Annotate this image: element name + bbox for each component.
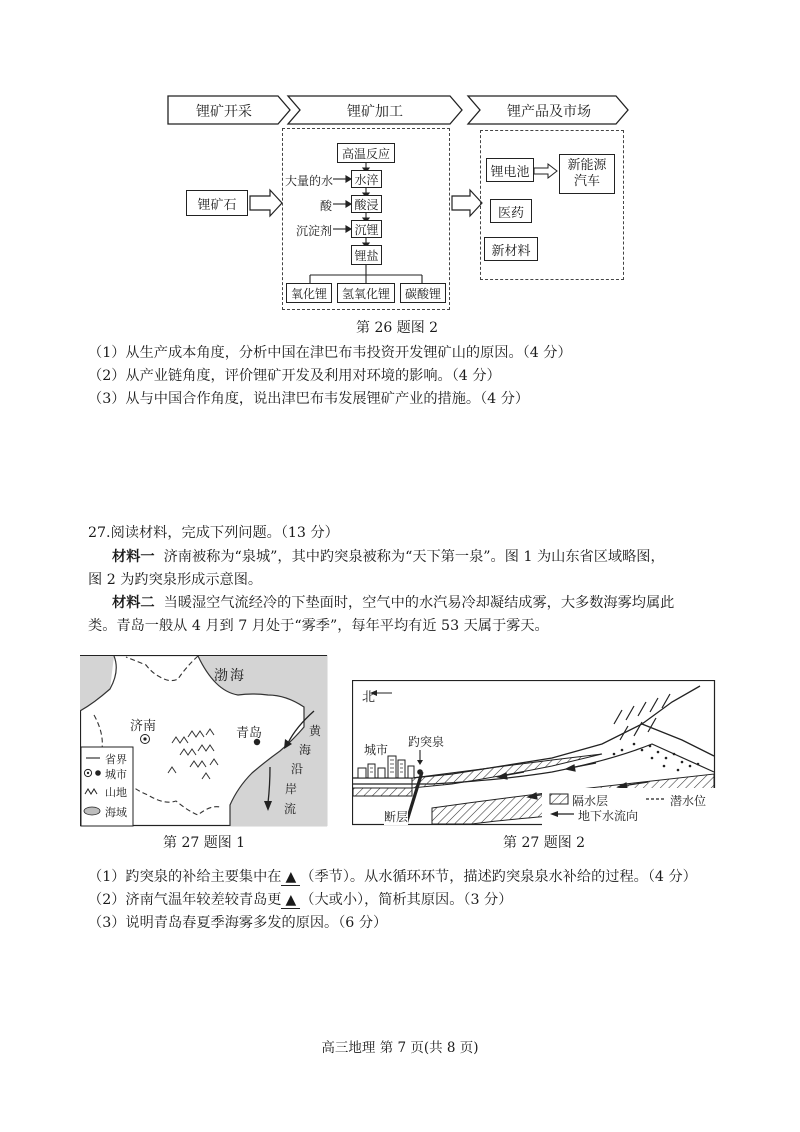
product-lithium-oxide: 氧化锂 (286, 283, 332, 303)
fault-label: 断层 (384, 810, 409, 824)
material1-line2: 图 2 为趵突泉形成示意图。 (88, 572, 263, 588)
product-lithium-hydroxide: 氢氧化锂 (337, 283, 395, 303)
ore-box: 锂矿石 (186, 190, 248, 216)
process-precipitate: 沉锂 (351, 220, 382, 238)
q27-part1 (88, 866, 697, 886)
material2-line1 (112, 592, 674, 612)
legend-boundary: 省界 (105, 753, 127, 766)
market-ev: 新能源汽车 (559, 154, 615, 194)
material2-label: 材料二 (112, 595, 155, 611)
process-quench: 水淬 (351, 170, 382, 188)
legend-city: 城市 (105, 768, 127, 781)
legend-groundwater-flow: 地下水流向 (578, 809, 639, 823)
city-label: 城市 (364, 743, 389, 757)
north-label: 北 (362, 690, 376, 705)
jinan-label: 济南 (130, 719, 157, 734)
q26-part1: （1）从生产成本角度，分析中国在津巴布韦投资开发锂矿山的原因。（4 分） (88, 345, 572, 361)
stage-mining: 锂矿开采 (196, 104, 252, 120)
stage-market: 锂产品及市场 (507, 104, 591, 120)
material1-text: 济南被称为“泉城”，其中趵突泉被称为“天下第一泉”。图 1 为山东省区域略图， (163, 549, 665, 565)
page-footer: 高三地理 第 7 页(共 8 页) (321, 1040, 479, 1056)
material1-line1 (112, 546, 665, 566)
q27-part3: （3）说明青岛春夏季海雾多发的原因。（6 分） (88, 915, 388, 931)
current-char-1: 黄 (309, 724, 322, 738)
fig26-caption: 第 26 题图 2 (356, 320, 439, 336)
input-precipitant: 沉淀剂 (296, 224, 333, 238)
stage-processing: 锂矿加工 (347, 104, 403, 120)
q27-part2-text-a: （2）济南气温年较差较青岛更 (88, 892, 282, 908)
market-medicine: 医药 (490, 199, 532, 223)
input-water: 大量的水 (285, 174, 334, 188)
process-high-temp: 高温反应 (337, 143, 395, 163)
process-lithium-salt: 锂盐 (351, 245, 382, 265)
legend-mountain: 山地 (105, 786, 127, 799)
map1-caption: 第 27 题图 1 (163, 835, 246, 851)
market-battery: 锂电池 (486, 158, 534, 182)
q27-part2-text-b: （大或小），简析其原因。（3 分） (300, 892, 513, 908)
material2-line2: 类。青岛一般从 4 月到 7 月处于“雾季”，每年平均有近 53 天属于雾天。 (88, 618, 549, 634)
answer-blank-size[interactable]: ▲ (281, 892, 300, 909)
material2-text: 当暖湿空气流经冷的下垫面时，空气中的水汽易冷却凝结成雾，大多数海雾均属此 (163, 595, 675, 611)
current-char-3: 沿 (291, 762, 304, 776)
material1-label: 材料一 (112, 549, 155, 565)
current-char-4: 岸 (285, 782, 298, 796)
current-char-2: 海 (299, 743, 312, 757)
input-acid: 酸 (320, 199, 333, 213)
legend-sea: 海域 (105, 806, 127, 819)
q27-part1-text-b: （季节）。从水循环环节，描述趵突泉泉水补给的过程。（4 分） (300, 869, 697, 885)
bohai-label: 渤海 (214, 668, 246, 684)
answer-blank-season[interactable]: ▲ (281, 869, 300, 886)
legend-confining: 隔水层 (572, 794, 609, 808)
qingdao-label: 青岛 (236, 726, 263, 741)
process-acid-leach: 酸浸 (351, 195, 382, 213)
map2-caption: 第 27 题图 2 (503, 835, 586, 851)
q27-part1-text-a: （1）趵突泉的补给主要集中在 (88, 869, 282, 885)
q27-part2 (88, 889, 512, 909)
q26-part2: （2）从产业链角度，评价锂矿开发及利用对环境的影响。（4 分） (88, 368, 501, 384)
legend-water-table: 潜水位 (670, 794, 707, 808)
current-char-5: 流 (284, 802, 297, 816)
product-lithium-carbonate: 碳酸锂 (400, 283, 446, 303)
spring-diagram-svg (352, 680, 716, 826)
market-new-material: 新材料 (484, 237, 538, 261)
q27-title: 27.阅读材料，完成下列问题。（13 分） (88, 525, 339, 541)
q26-part3: （3）从与中国合作角度，说出津巴布韦发展锂矿产业的措施。（4 分） (88, 391, 530, 407)
spring-label: 趵突泉 (408, 735, 445, 749)
